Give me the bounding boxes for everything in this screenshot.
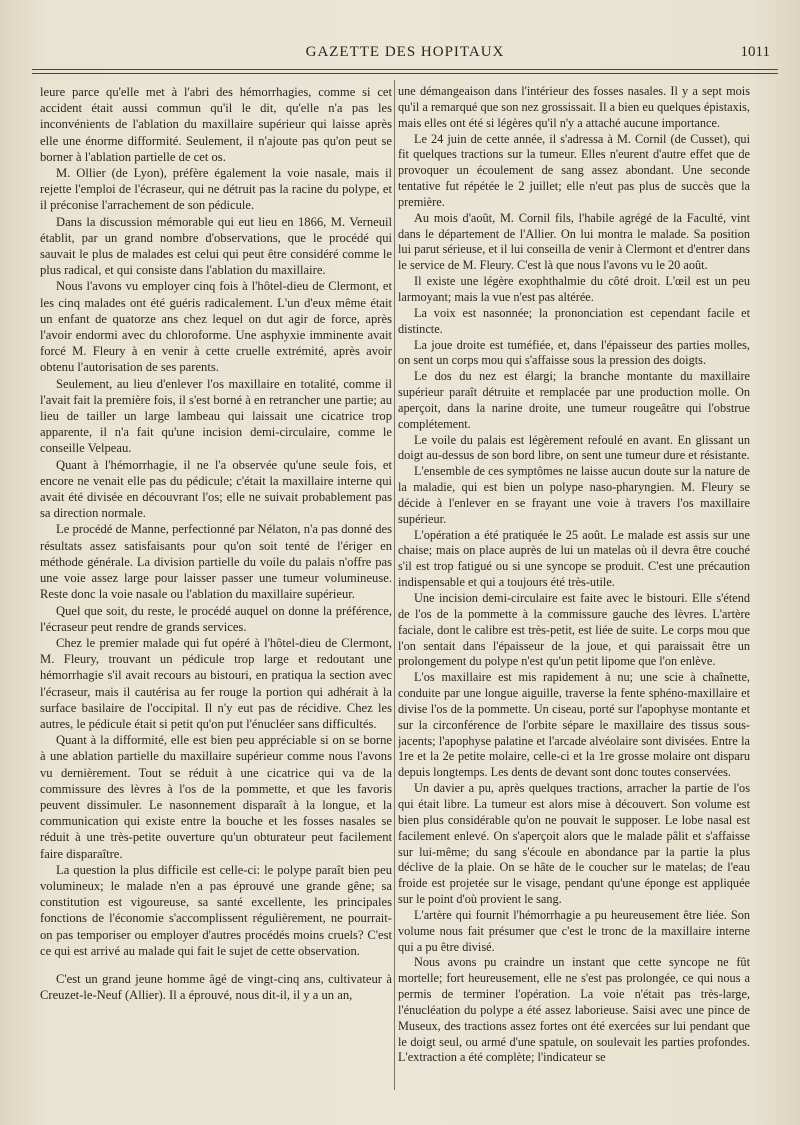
paragraph: L'os maxillaire est mis rapidement à nu; une scie à chaînette, conduite par une longue aiguille, traverse la fente sphéno-maxillaire et divise l'os de la pommette. Un ciseau, porté sur l'apophyse montante et sur la circonférence de l'orbite sépare le maxillaire des tissus sous-jacents; l'apophyse palatine et l'arcade alvéolaire sont divisées. Entre la 1re et la 2e petite molaire, celle-ci et la 1re grosse molaire ont disparu depuis longtemps. Les dents de devant sont donc toutes conservées. (398, 670, 750, 780)
paragraph: La question la plus difficile est celle-ci: le polype paraît bien peu volumineux; le malade n'en a pas éprouvé une grande gêne; sa constitution est vigoureuse, sa santé excellente, les principales fonctions de l'économie s'accomplissent régulièrement, ne pourrait-on pas temporiser ou employer d'autres procédés moins cruels? C'est ce qui est arrivé au malade qui fait le sujet de cette observation. (40, 862, 392, 958)
header-rule-top (32, 69, 778, 70)
paragraph: Au mois d'août, M. Cornil fils, l'habile agrégé de la Faculté, vint dans le département de l'Allier. On lui montra le malade. Sa position lui parut sérieuse, et il lui conseilla de venir à Clermont et d'entrer dans le service de M. Fleury. C'est là que nous l'avons vu le 20 août. (398, 210, 750, 273)
column-divider (394, 80, 395, 1090)
paragraph: C'est un grand jeune homme âgé de vingt-cinq ans, cultivateur à Creuzet-le-Neuf (Allier). Il a éprouvé, nous dit-il, il y a un an, (40, 971, 392, 1003)
right-column (398, 84, 750, 1104)
paragraph: La joue droite est tuméfiée, et, dans l'épaisseur des parties molles, on sent un corps mou qui s'affaisse sous la pression des doigts. (398, 337, 750, 368)
paragraph: Le 24 juin de cette année, il s'adressa à M. Cornil (de Cusset), qui fit quelques tractions sur la tumeur. Elles n'eurent d'autre effet que de provoquer un écoulement de sang assez abondant. Une seconde tentative fut répétée le 2 juillet; elle n'eut pas plus de succès que la première. (398, 131, 750, 209)
paragraph: L'opération a été pratiquée le 25 août. Le malade est assis sur une chaise; mais on place auprès de lui un matelas où il devra être couché s'il est trop fatigué ou si une syncope se produit. C'est une précaution indispensable et qui a toujours été très-utile. (398, 527, 750, 590)
paragraph: M. Ollier (de Lyon), préfère également la voie nasale, mais il rejette l'emploi de l'écraseur, qui ne détruit pas la racine du polype, et il préconise l'arrachement de son pédicule. (40, 166, 392, 213)
paragraph: La voix est nasonnée; la prononciation est cependant facile et distincte. (398, 305, 750, 336)
paragraph: Nous avons pu craindre un instant que cette syncope ne fût mortelle; fort heureusement, elle ne s'est pas prolongée, ce qui nous a permis de terminer l'opération. La voie n'était pas très-large, l'énucléation du polype a été assez laborieuse. Saisi avec une pince de Museux, des tractions assez fortes ont été exercées sur lui pendant que le doigt seul, ou armé d'une spatule, on soulevait les parties profondes. L'extraction a été complète; l'indicateur se (398, 955, 750, 1065)
paragraph: Le dos du nez est élargi; la branche montante du maxillaire supérieur paraît détruite et remplacée par une production molle. On aperçoit, dans la narine droite, une tumeur rougeâtre qui l'obstrue complétement. (398, 369, 750, 431)
running-title: GAZETTE DES HOPITAUX (305, 44, 505, 60)
paragraph: Une incision demi-circulaire est faite avec le bistouri. Elle s'étend de l'os de la pommette à la commissure gauche des lèvres. L'artère faciale, dont le calibre est très-petit, est liée de suite. Le corps mou que l'on sentait dans l'épaisseur de la joue, et qui paraissait être un prolongement du polype n'est qu'un petit lipome que l'on enlève. (398, 591, 750, 669)
paragraph: Le procédé de Manne, perfectionné par Nélaton, n'a pas donné des résultats assez satisfaisants pour qu'on soit tenté de l'ériger en méthode générale. La division partielle du voile du palais n'offre pas une voie assez large pour laisser passer une tumeur volumineuse. Reste donc la voie nasale ou l'ablation du maxillaire supérieur. (40, 522, 392, 602)
paragraph: Nous l'avons vu employer cinq fois à l'hôtel-dieu de Clermont, et les cinq malades ont été guéris radicalement. L'un d'eux même était un enfant de quatorze ans chez lequel on dut agir de force, après l'avoir endormi avec du chloroforme. Une asphyxie imminente avait forcé M. Fleury à en venir à cette cruelle extrémité, après avoir obtenu l'autorisation de ses parents. (40, 279, 392, 375)
paragraph: Il existe une légère exophthalmie du côté droit. L'œil est un peu larmoyant; mais la vue n'est pas altérée. (398, 274, 750, 304)
paragraph: Quel que soit, du reste, le procédé auquel on donne la préférence, l'écraseur peut rendre de grands services. (40, 603, 392, 634)
paragraph: Quant à la difformité, elle est bien peu appréciable si on se borne à une ablation partielle du maxillaire supérieur comme nous l'avons vu dernièrement. Tout se réduit à une cicatrice qui va de la commissure des lèvres à l'os de la pommette, et que les favoris peuvent dissimuler. Le nasonnement disparaît à la longue, et la communication qui existe entre la bouche et les fosses nasales se réduit à une très-petite ouverture qu'un obturateur peut facilement faire disparaître. (40, 733, 392, 861)
header-rule-bottom (32, 73, 778, 74)
paragraph: leure parce qu'elle met à l'abri des hémorrhagies, comme si cet accident était aussi commun qu'il le dit, qu'elle n'a pas les inconvénients de l'ablation du maxillaire supérieur qui laisse après elle une énorme difformité. Seulement, il n'ajoute pas qu'on peut se borner à l'ablation partielle de cet os. (40, 85, 392, 164)
paragraph: Le voile du palais est légèrement refoulé en avant. En glissant un doigt au-dessus de son bord libre, on sent une tumeur dure et résistante. (398, 432, 750, 463)
left-column (40, 84, 392, 1104)
paragraph: L'artère qui fournit l'hémorrhagie a pu heureusement être liée. Son volume nous fait présumer que c'est le tronc de la maxillaire interne qui a pu être divisé. (398, 907, 750, 954)
paragraph: L'ensemble de ces symptômes ne laisse aucun doute sur la nature de la maladie, qui est bien un polype naso-pharyngien. M. Fleury se décide à l'enlever en se frayant une voie à travers l'os maxillaire supérieur. (398, 464, 750, 526)
page-header (40, 44, 770, 66)
paragraph: Dans la discussion mémorable qui eut lieu en 1866, M. Verneuil établit, par un grand nombre d'observations, que le procédé qui sauvait le plus de malades est celui qui peut être considéré comme le plus radical, et qui consiste dans l'ablation du maxillaire. (40, 214, 392, 278)
paragraph: Seulement, au lieu d'enlever l'os maxillaire en totalité, comme il l'avait fait la première fois, il s'est borné à en retrancher une partie; au lieu de tailler un large lambeau qui laissait une cicatrice trop apparente, il n'a fait qu'une incision demi-circulaire, comme le conseille Velpeau. (40, 376, 392, 456)
paragraph: une démangeaison dans l'intérieur des fosses nasales. Il y a sept mois qu'il a remarqué que son nez grossissait. Il a bien eu quelques épistaxis, mais elles ont été si légères qu'il n'y a attaché aucune importance. (398, 84, 750, 130)
page-number: 1011 (740, 44, 770, 60)
paragraph: Un davier a pu, après quelques tractions, arracher la partie de l'os qui était libre. La tumeur est alors mise à découvert. Son volume est bien plus considérable qu'on ne pouvait le supposer. Le lobe nasal est facilement enlevé. On s'aperçoit alors que le malade pâlit et s'affaisse sur lui-même; du sang s'écoule en abondance par la partie la plus déclive de la plaie. On se hâte de le coucher sur le matelas; de l'eau froide est projetée sur le visage, pendant qu'une éponge est appliquée sur le point d'où provient le sang. (398, 781, 750, 907)
paragraph: Chez le premier malade qui fut opéré à l'hôtel-dieu de Clermont, M. Fleury, trouvant un pédicule trop large et redoutant une hémorrhagie s'il avait recours au bistouri, en pratiqua la section avec l'écraseur, mais il cautérisa au fer rouge la portion qui adhérait à la surface basilaire de l'occipital. Il n'y eut pas de récidive. Chez les autres, le pédicule était si petit qu'on put l'énucléer sans difficultés. (40, 635, 392, 731)
paragraph: Quant à l'hémorrhagie, il ne l'a observée qu'une seule fois, et encore ne venait elle pas du pédicule; c'était la maxillaire interne qui avait été divisée en découvrant l'os; elle ne suivait probablement pas sa direction normale. (40, 457, 392, 521)
